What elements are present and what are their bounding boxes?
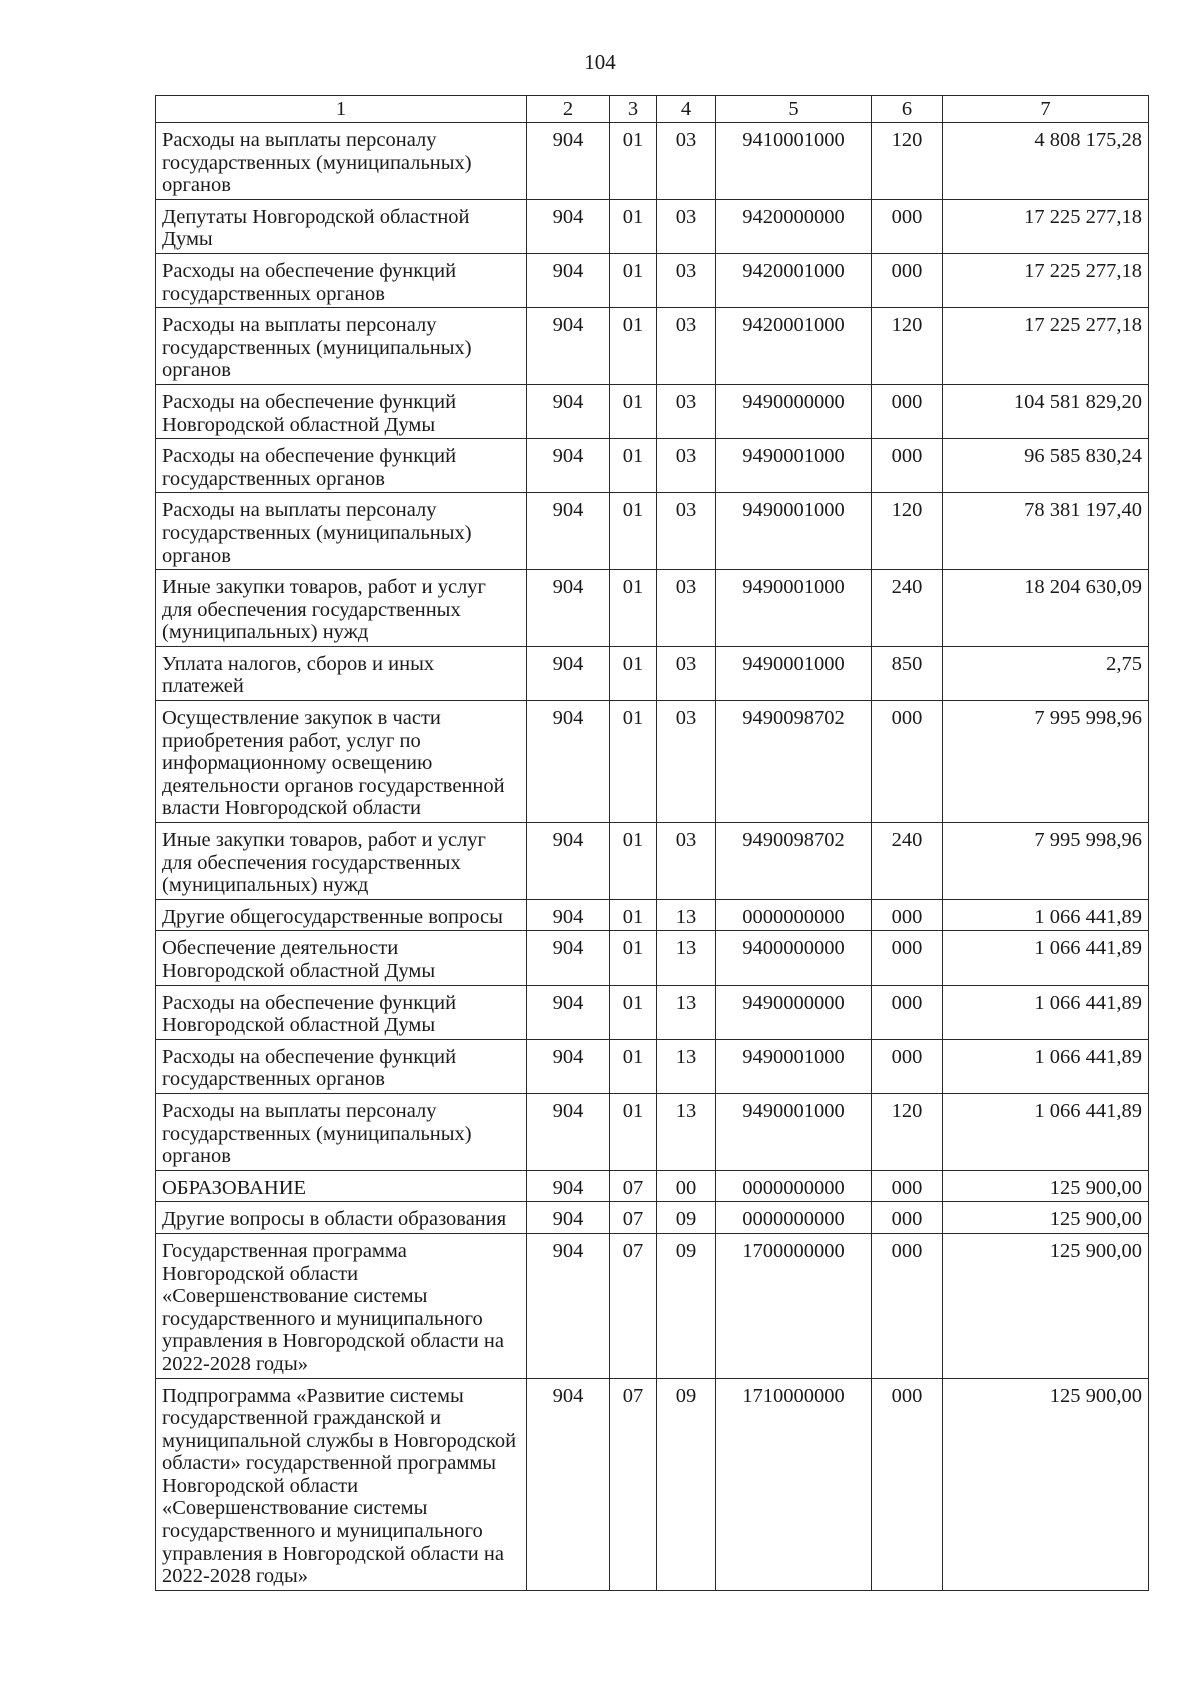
cell-target-article: 0000000000 bbox=[716, 1202, 872, 1234]
cell-section: 01 bbox=[610, 701, 657, 823]
cell-expense-type: 000 bbox=[872, 899, 943, 931]
cell-amount: 125 900,00 bbox=[943, 1202, 1149, 1234]
cell-amount: 1 066 441,89 bbox=[943, 1093, 1149, 1170]
cell-target-article: 1710000000 bbox=[716, 1378, 872, 1590]
cell-subsection: 13 bbox=[657, 899, 716, 931]
table-row bbox=[156, 199, 1149, 253]
cell-expense-type: 000 bbox=[872, 253, 943, 307]
cell-expense-type: 120 bbox=[872, 1093, 943, 1170]
cell-target-article: 9420001000 bbox=[716, 308, 872, 385]
cell-subsection: 13 bbox=[657, 985, 716, 1039]
row-name: Другие общегосударственные вопросы bbox=[156, 899, 527, 931]
table-row bbox=[156, 308, 1149, 385]
cell-section: 01 bbox=[610, 1093, 657, 1170]
cell-target-article: 9410001000 bbox=[716, 123, 872, 200]
cell-subsection: 03 bbox=[657, 199, 716, 253]
cell-target-article: 0000000000 bbox=[716, 1170, 872, 1202]
cell-subsection: 09 bbox=[657, 1378, 716, 1590]
table-row bbox=[156, 646, 1149, 700]
row-name: Расходы на выплаты персоналу государственных (муниципальных) органов bbox=[156, 493, 527, 570]
cell-ministry-code: 904 bbox=[527, 199, 610, 253]
row-name: Иные закупки товаров, работ и услуг для обеспечения государственных (муниципальных) нужд bbox=[156, 823, 527, 900]
cell-amount: 7 995 998,96 bbox=[943, 701, 1149, 823]
cell-expense-type: 000 bbox=[872, 384, 943, 438]
cell-subsection: 03 bbox=[657, 646, 716, 700]
table-row bbox=[156, 1093, 1149, 1170]
cell-target-article: 9490000000 bbox=[716, 384, 872, 438]
cell-expense-type: 120 bbox=[872, 493, 943, 570]
cell-target-article: 9490001000 bbox=[716, 570, 872, 647]
table-row bbox=[156, 1233, 1149, 1378]
cell-amount: 125 900,00 bbox=[943, 1233, 1149, 1378]
cell-target-article: 9490001000 bbox=[716, 1093, 872, 1170]
cell-expense-type: 850 bbox=[872, 646, 943, 700]
cell-subsection: 03 bbox=[657, 701, 716, 823]
cell-subsection: 03 bbox=[657, 823, 716, 900]
cell-target-article: 9420001000 bbox=[716, 253, 872, 307]
cell-target-article: 1700000000 bbox=[716, 1233, 872, 1378]
cell-ministry-code: 904 bbox=[527, 308, 610, 385]
table-header-row bbox=[156, 96, 1149, 123]
row-name: Расходы на выплаты персоналу государственных (муниципальных) органов bbox=[156, 1093, 527, 1170]
column-header: 3 bbox=[610, 96, 657, 123]
table-row bbox=[156, 823, 1149, 900]
cell-section: 01 bbox=[610, 308, 657, 385]
cell-target-article: 9400000000 bbox=[716, 931, 872, 985]
cell-expense-type: 000 bbox=[872, 1233, 943, 1378]
cell-amount: 104 581 829,20 bbox=[943, 384, 1149, 438]
cell-section: 01 bbox=[610, 123, 657, 200]
cell-amount: 1 066 441,89 bbox=[943, 899, 1149, 931]
cell-section: 01 bbox=[610, 493, 657, 570]
cell-ministry-code: 904 bbox=[527, 1039, 610, 1093]
cell-expense-type: 000 bbox=[872, 199, 943, 253]
cell-section: 01 bbox=[610, 823, 657, 900]
cell-ministry-code: 904 bbox=[527, 646, 610, 700]
cell-target-article: 9420000000 bbox=[716, 199, 872, 253]
column-header: 2 bbox=[527, 96, 610, 123]
cell-amount: 4 808 175,28 bbox=[943, 123, 1149, 200]
row-name: Депутаты Новгородской областной Думы bbox=[156, 199, 527, 253]
cell-subsection: 03 bbox=[657, 493, 716, 570]
cell-subsection: 09 bbox=[657, 1202, 716, 1234]
cell-subsection: 09 bbox=[657, 1233, 716, 1378]
row-name: Расходы на обеспечение функций государственных органов bbox=[156, 1039, 527, 1093]
table-row bbox=[156, 1170, 1149, 1202]
column-header: 4 bbox=[657, 96, 716, 123]
cell-expense-type: 000 bbox=[872, 1202, 943, 1234]
row-name: Подпрограмма «Развитие системы государственной гражданской и муниципальной службы в Новгородской области» государственной программы Новгородской области «Совершенствование системы государственного и муниципального управления в Новгородской области на 2022-2028 годы» bbox=[156, 1378, 527, 1590]
row-name: Расходы на выплаты персоналу государственных (муниципальных) органов bbox=[156, 308, 527, 385]
cell-ministry-code: 904 bbox=[527, 253, 610, 307]
cell-target-article: 9490001000 bbox=[716, 1039, 872, 1093]
row-name: ОБРАЗОВАНИЕ bbox=[156, 1170, 527, 1202]
row-name: Расходы на обеспечение функций Новгородской областной Думы bbox=[156, 985, 527, 1039]
cell-subsection: 03 bbox=[657, 123, 716, 200]
cell-ministry-code: 904 bbox=[527, 1233, 610, 1378]
cell-target-article: 9490098702 bbox=[716, 823, 872, 900]
cell-amount: 1 066 441,89 bbox=[943, 931, 1149, 985]
cell-ministry-code: 904 bbox=[527, 1170, 610, 1202]
cell-section: 01 bbox=[610, 646, 657, 700]
table-row bbox=[156, 439, 1149, 493]
cell-expense-type: 240 bbox=[872, 570, 943, 647]
row-name: Обеспечение деятельности Новгородской областной Думы bbox=[156, 931, 527, 985]
cell-ministry-code: 904 bbox=[527, 1378, 610, 1590]
cell-target-article: 9490001000 bbox=[716, 439, 872, 493]
row-name: Расходы на обеспечение функций Новгородской областной Думы bbox=[156, 384, 527, 438]
table-row bbox=[156, 384, 1149, 438]
column-header: 7 bbox=[943, 96, 1149, 123]
cell-amount: 125 900,00 bbox=[943, 1378, 1149, 1590]
cell-subsection: 13 bbox=[657, 931, 716, 985]
table-row bbox=[156, 931, 1149, 985]
cell-subsection: 13 bbox=[657, 1093, 716, 1170]
cell-target-article: 9490001000 bbox=[716, 493, 872, 570]
cell-ministry-code: 904 bbox=[527, 899, 610, 931]
table-row bbox=[156, 1378, 1149, 1590]
cell-amount: 17 225 277,18 bbox=[943, 253, 1149, 307]
cell-amount: 1 066 441,89 bbox=[943, 985, 1149, 1039]
table-row bbox=[156, 570, 1149, 647]
table-row bbox=[156, 253, 1149, 307]
table-row bbox=[156, 1039, 1149, 1093]
cell-ministry-code: 904 bbox=[527, 931, 610, 985]
cell-ministry-code: 904 bbox=[527, 1202, 610, 1234]
cell-amount: 18 204 630,09 bbox=[943, 570, 1149, 647]
cell-ministry-code: 904 bbox=[527, 985, 610, 1039]
table-row bbox=[156, 493, 1149, 570]
cell-subsection: 03 bbox=[657, 439, 716, 493]
cell-ministry-code: 904 bbox=[527, 493, 610, 570]
cell-amount: 17 225 277,18 bbox=[943, 199, 1149, 253]
cell-amount: 7 995 998,96 bbox=[943, 823, 1149, 900]
cell-target-article: 9490098702 bbox=[716, 701, 872, 823]
cell-subsection: 03 bbox=[657, 253, 716, 307]
cell-amount: 125 900,00 bbox=[943, 1170, 1149, 1202]
row-name: Расходы на выплаты персоналу государственных (муниципальных) органов bbox=[156, 123, 527, 200]
cell-expense-type: 120 bbox=[872, 123, 943, 200]
cell-subsection: 03 bbox=[657, 384, 716, 438]
cell-amount: 96 585 830,24 bbox=[943, 439, 1149, 493]
cell-section: 01 bbox=[610, 439, 657, 493]
cell-target-article: 9490001000 bbox=[716, 646, 872, 700]
cell-section: 07 bbox=[610, 1378, 657, 1590]
column-header: 1 bbox=[156, 96, 527, 123]
cell-subsection: 00 bbox=[657, 1170, 716, 1202]
cell-expense-type: 000 bbox=[872, 439, 943, 493]
cell-expense-type: 000 bbox=[872, 931, 943, 985]
column-header: 5 bbox=[716, 96, 872, 123]
cell-amount: 78 381 197,40 bbox=[943, 493, 1149, 570]
cell-subsection: 03 bbox=[657, 570, 716, 647]
row-name: Другие вопросы в области образования bbox=[156, 1202, 527, 1234]
cell-target-article: 9490000000 bbox=[716, 985, 872, 1039]
cell-section: 01 bbox=[610, 931, 657, 985]
cell-section: 01 bbox=[610, 985, 657, 1039]
cell-amount: 17 225 277,18 bbox=[943, 308, 1149, 385]
column-header: 6 bbox=[872, 96, 943, 123]
cell-amount: 2,75 bbox=[943, 646, 1149, 700]
cell-section: 01 bbox=[610, 899, 657, 931]
cell-ministry-code: 904 bbox=[527, 823, 610, 900]
cell-section: 01 bbox=[610, 1039, 657, 1093]
cell-ministry-code: 904 bbox=[527, 1093, 610, 1170]
row-name: Расходы на обеспечение функций государственных органов bbox=[156, 439, 527, 493]
cell-expense-type: 000 bbox=[872, 1378, 943, 1590]
budget-table bbox=[155, 95, 1149, 1591]
cell-subsection: 13 bbox=[657, 1039, 716, 1093]
cell-expense-type: 000 bbox=[872, 701, 943, 823]
cell-amount: 1 066 441,89 bbox=[943, 1039, 1149, 1093]
cell-section: 07 bbox=[610, 1202, 657, 1234]
cell-ministry-code: 904 bbox=[527, 701, 610, 823]
cell-expense-type: 000 bbox=[872, 1170, 943, 1202]
row-name: Государственная программа Новгородской области «Совершенствование системы государственного и муниципального управления в Новгородской области на 2022-2028 годы» bbox=[156, 1233, 527, 1378]
cell-section: 01 bbox=[610, 570, 657, 647]
cell-ministry-code: 904 bbox=[527, 123, 610, 200]
table-row bbox=[156, 985, 1149, 1039]
cell-expense-type: 240 bbox=[872, 823, 943, 900]
table-row bbox=[156, 1202, 1149, 1234]
cell-subsection: 03 bbox=[657, 308, 716, 385]
cell-section: 01 bbox=[610, 253, 657, 307]
cell-expense-type: 000 bbox=[872, 1039, 943, 1093]
row-name: Осуществление закупок в части приобретения работ, услуг по информационному освещению деятельности органов государственной власти Новгородской области bbox=[156, 701, 527, 823]
table-row bbox=[156, 899, 1149, 931]
row-name: Расходы на обеспечение функций государственных органов bbox=[156, 253, 527, 307]
cell-section: 01 bbox=[610, 384, 657, 438]
cell-section: 01 bbox=[610, 199, 657, 253]
row-name: Уплата налогов, сборов и иных платежей bbox=[156, 646, 527, 700]
cell-expense-type: 120 bbox=[872, 308, 943, 385]
cell-expense-type: 000 bbox=[872, 985, 943, 1039]
page-number: 104 bbox=[584, 50, 616, 74]
cell-section: 07 bbox=[610, 1233, 657, 1378]
table-row bbox=[156, 123, 1149, 200]
cell-ministry-code: 904 bbox=[527, 439, 610, 493]
row-name: Иные закупки товаров, работ и услуг для обеспечения государственных (муниципальных) нужд bbox=[156, 570, 527, 647]
cell-ministry-code: 904 bbox=[527, 570, 610, 647]
table-body bbox=[156, 123, 1149, 1591]
cell-target-article: 0000000000 bbox=[716, 899, 872, 931]
table-row bbox=[156, 701, 1149, 823]
cell-section: 07 bbox=[610, 1170, 657, 1202]
cell-ministry-code: 904 bbox=[527, 384, 610, 438]
